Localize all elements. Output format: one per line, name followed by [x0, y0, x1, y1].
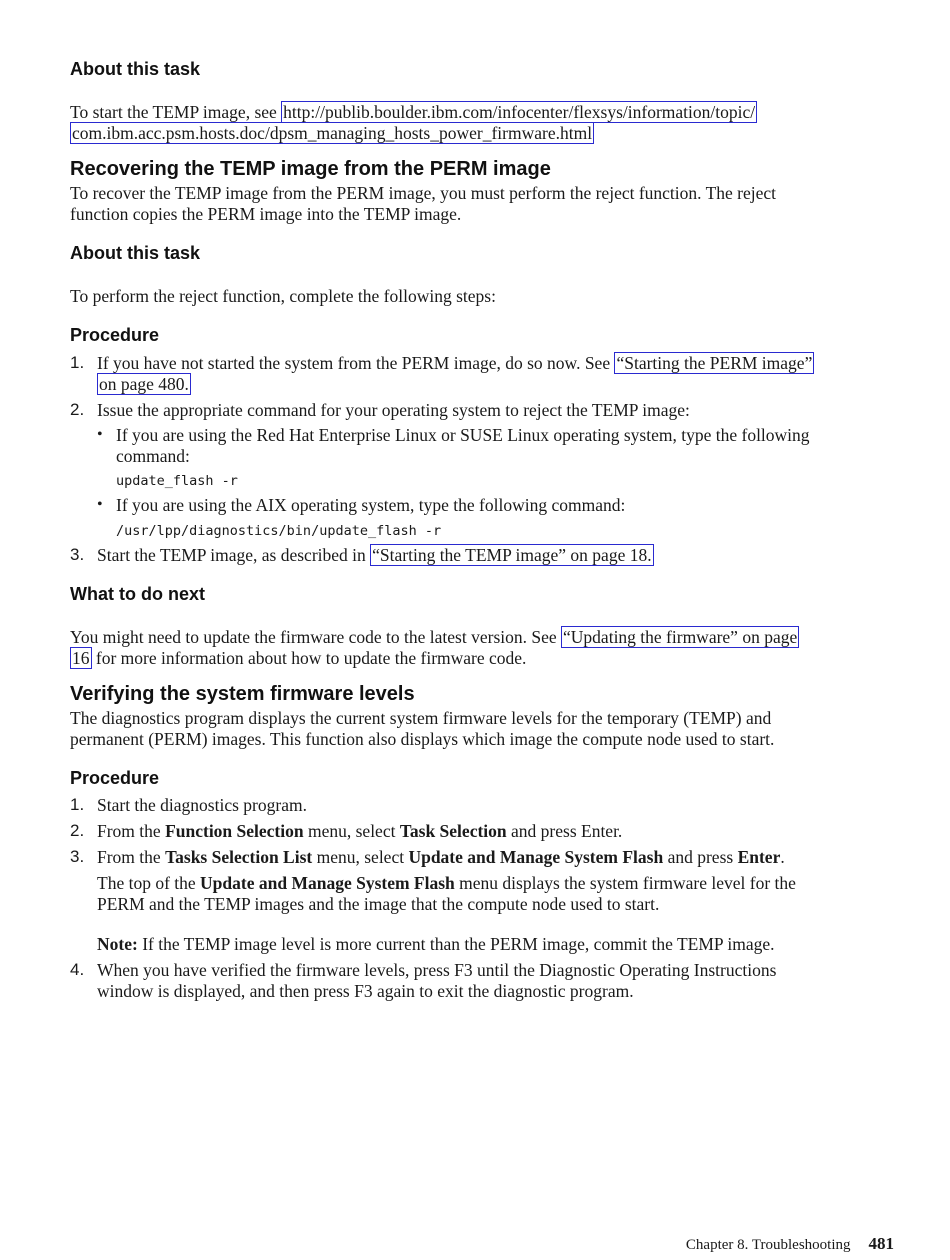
bold-text: Enter [737, 847, 781, 867]
verifying-firmware-heading: Verifying the system firmware levels [70, 683, 415, 705]
firmware-doc-link-part1[interactable]: http://publib.boulder.ibm.com/infocenter/flexsys/information/topic/ [283, 102, 756, 122]
text: If you have not started the system from the PERM image, do so now. See [97, 353, 615, 373]
about-task-paragraph-2 [70, 286, 892, 307]
chapter-title: Chapter 8. Troubleshooting [685, 1237, 851, 1253]
about-task-heading-1: About this task [70, 59, 201, 79]
procedure2-step3-detail [97, 873, 892, 915]
about-task-heading-2: About this task [70, 243, 201, 263]
starting-perm-link-part2[interactable]: on page 480. [99, 374, 189, 394]
text: menu, select [312, 847, 409, 867]
recovering-temp-heading: Recovering the TEMP image from the PERM image [70, 158, 551, 180]
bullet-linux [116, 425, 892, 467]
line: window is displayed, and then press F3 again to exit the diagnostic program. [97, 981, 634, 1001]
firmware-doc-link-part2[interactable]: com.ibm.acc.psm.hosts.doc/dpsm_managing_hosts_power_firmware.html [72, 123, 593, 143]
line: To recover the TEMP image from the PERM image, you must perform the reject function. The reject [70, 183, 777, 203]
step-number: 4. [70, 960, 85, 979]
text: Start the TEMP image, as described in [97, 545, 371, 565]
procedure1-step3 [97, 545, 892, 566]
bold-text: Function Selection [165, 821, 304, 841]
text: From the [97, 821, 166, 841]
procedure2-step1: Start the diagnostics program. [97, 795, 307, 815]
verifying-firmware-paragraph [70, 708, 892, 750]
bullet-icon: • [97, 496, 103, 513]
line: When you have verified the firmware levels, press F3 until the Diagnostic Operating Instructions [97, 960, 777, 980]
code-aix-update-flash: /usr/lpp/diagnostics/bin/update_flash -r [116, 523, 442, 539]
text: To start the TEMP image, see [70, 102, 282, 122]
page-number: 481 [868, 1234, 894, 1253]
line: If you are using the Red Hat Enterprise Linux or SUSE Linux operating system, type the following [116, 425, 810, 445]
text: and press Enter. [506, 821, 623, 841]
procedure2-step2 [97, 821, 892, 842]
note-label: Note: [97, 934, 138, 954]
procedure2-step4 [97, 960, 892, 1002]
what-to-do-next-heading: What to do next [70, 584, 205, 604]
text: and press [663, 847, 738, 867]
recovering-temp-paragraph [70, 183, 892, 225]
step-number: 2. [70, 400, 85, 419]
text: menu displays the system firmware level for the [454, 873, 796, 893]
updating-firmware-link-part2[interactable]: 16 [72, 648, 90, 668]
text: for more information about how to update the firmware code. [91, 648, 527, 668]
note-text: If the TEMP image level is more current than the PERM image, commit the TEMP image. [137, 934, 775, 954]
bold-text: Tasks Selection List [165, 847, 313, 867]
procedure1-step1 [97, 353, 892, 395]
step-number: 2. [70, 821, 85, 840]
bullet-aix: If you are using the AIX operating system, type the following command: [116, 495, 626, 515]
bullet-icon: • [97, 426, 103, 443]
step-number: 1. [70, 353, 85, 372]
text: . [780, 847, 785, 867]
line: command: [116, 446, 190, 466]
text: You might need to update the firmware code to the latest version. See [70, 627, 562, 647]
code-update-flash: update_flash -r [116, 473, 238, 489]
line: PERM and the TEMP images and the image that the compute node used to start. [97, 894, 660, 914]
step-number: 3. [70, 545, 85, 564]
step-number: 1. [70, 795, 85, 814]
starting-perm-link-part1[interactable]: “Starting the PERM image” [616, 353, 813, 373]
page-footer [686, 1234, 894, 1254]
procedure-heading-2: Procedure [70, 768, 160, 788]
bold-text: Update and Manage System Flash [200, 873, 455, 893]
text: From the [97, 847, 166, 867]
about-task-paragraph-1 [70, 102, 892, 144]
bold-text: Update and Manage System Flash [408, 847, 664, 867]
bold-text: Task Selection [399, 821, 507, 841]
procedure2-note [97, 934, 892, 955]
text: The top of the [97, 873, 201, 893]
procedure2-step3 [97, 847, 892, 868]
text: menu, select [303, 821, 400, 841]
procedure-heading-1: Procedure [70, 325, 160, 345]
what-to-do-next-paragraph [70, 627, 892, 669]
step-number: 3. [70, 847, 85, 866]
line: function copies the PERM image into the TEMP image. [70, 204, 462, 224]
procedure1-step2: Issue the appropriate command for your operating system to reject the TEMP image: [97, 400, 690, 420]
starting-temp-link[interactable]: “Starting the TEMP image” on page 18. [372, 545, 652, 565]
updating-firmware-link-part1[interactable]: “Updating the firmware” on page [563, 627, 798, 647]
line: permanent (PERM) images. This function also displays which image the compute node used to start. [70, 729, 775, 749]
line: The diagnostics program displays the current system firmware levels for the temporary (TEMP) and [70, 708, 772, 728]
line: To perform the reject function, complete the following steps: [70, 286, 496, 306]
